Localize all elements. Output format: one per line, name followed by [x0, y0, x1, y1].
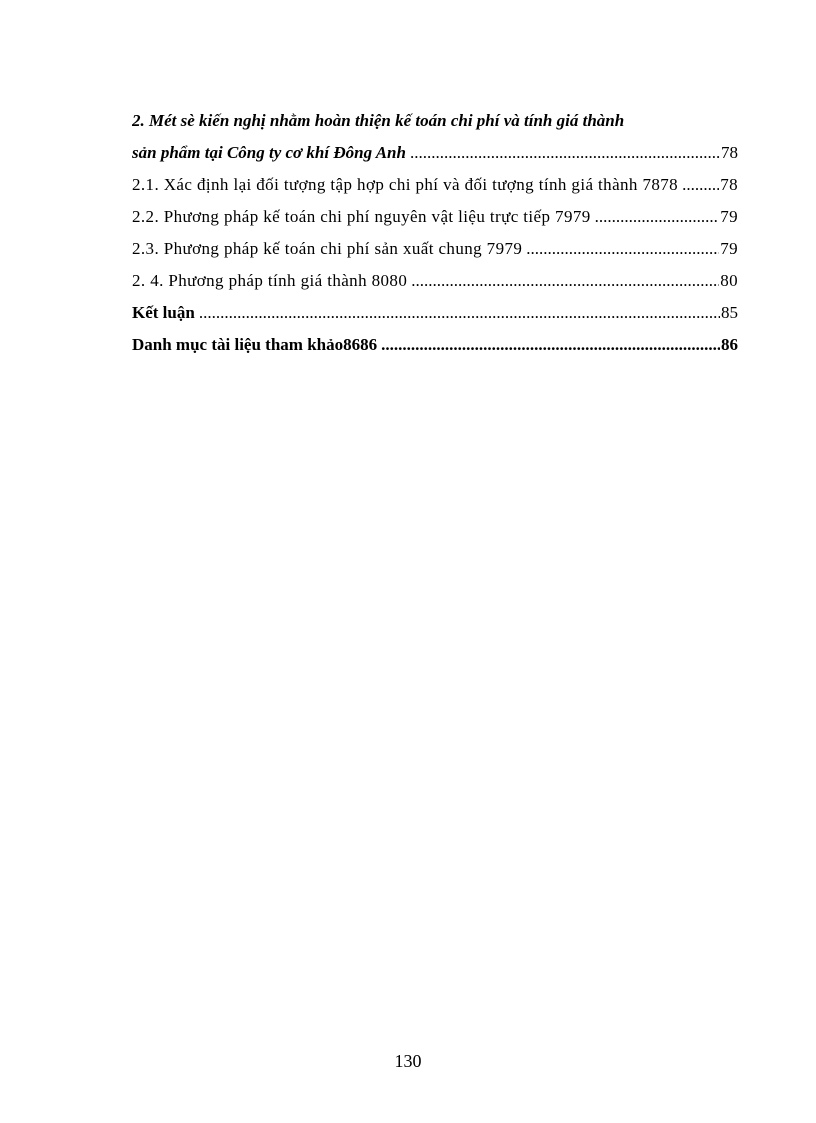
- toc-references[interactable]: [132, 323, 738, 355]
- toc-section-2-title-line2: sản phẩm tại Công ty cơ khí Đông Anh: [132, 143, 406, 162]
- toc-item-2-2[interactable]: [132, 195, 738, 227]
- toc-item-label: 2.1. Xác định lại đối tượng tập hợp chi phí và đối tượng tính giá thành 7878: [132, 175, 679, 194]
- toc-leader-dots: [682, 175, 719, 195]
- toc-item-2-4[interactable]: [132, 259, 738, 291]
- toc-section-2-title: [132, 99, 738, 131]
- toc-page-number: 79: [720, 239, 738, 258]
- toc-page-number: 79: [720, 207, 738, 226]
- toc-item-label: 2.3. Phương pháp kế toán chi phí sản xuất chung 7979: [132, 239, 523, 258]
- toc-item-label: 2.2. Phương pháp kế toán chi phí nguyên vật liệu trực tiếp 7979: [132, 207, 591, 226]
- toc-leader-dots: [410, 143, 720, 163]
- table-of-contents: [132, 99, 738, 355]
- toc-leader-dots: [381, 335, 720, 355]
- toc-page-number: 86: [721, 335, 738, 354]
- toc-page-number: 78: [720, 175, 738, 194]
- toc-references-label: Danh mục tài liệu tham khảo8686: [132, 335, 378, 354]
- toc-page-number: 80: [720, 271, 738, 290]
- toc-conclusion-label: Kết luận: [132, 303, 195, 322]
- toc-leader-dots: [595, 207, 720, 227]
- toc-item-2-3[interactable]: [132, 227, 738, 259]
- toc-item-label: 2. 4. Phương pháp tính giá thành 8080: [132, 271, 408, 290]
- toc-section-2-entry[interactable]: [132, 131, 738, 163]
- page-footer-number: 130: [394, 1051, 422, 1071]
- toc-conclusion[interactable]: [132, 291, 738, 323]
- toc-page-number: 85: [721, 303, 738, 322]
- toc-page-number: 78: [721, 143, 738, 162]
- toc-leader-dots: [199, 303, 720, 323]
- toc-leader-dots: [526, 239, 719, 259]
- toc-section-2-title-line1: 2. Mét sè kiến nghị nhằm hoàn thiện kế toán chi phí và tính giá thành: [132, 111, 625, 130]
- toc-item-2-1[interactable]: [132, 163, 738, 195]
- toc-leader-dots: [411, 271, 719, 291]
